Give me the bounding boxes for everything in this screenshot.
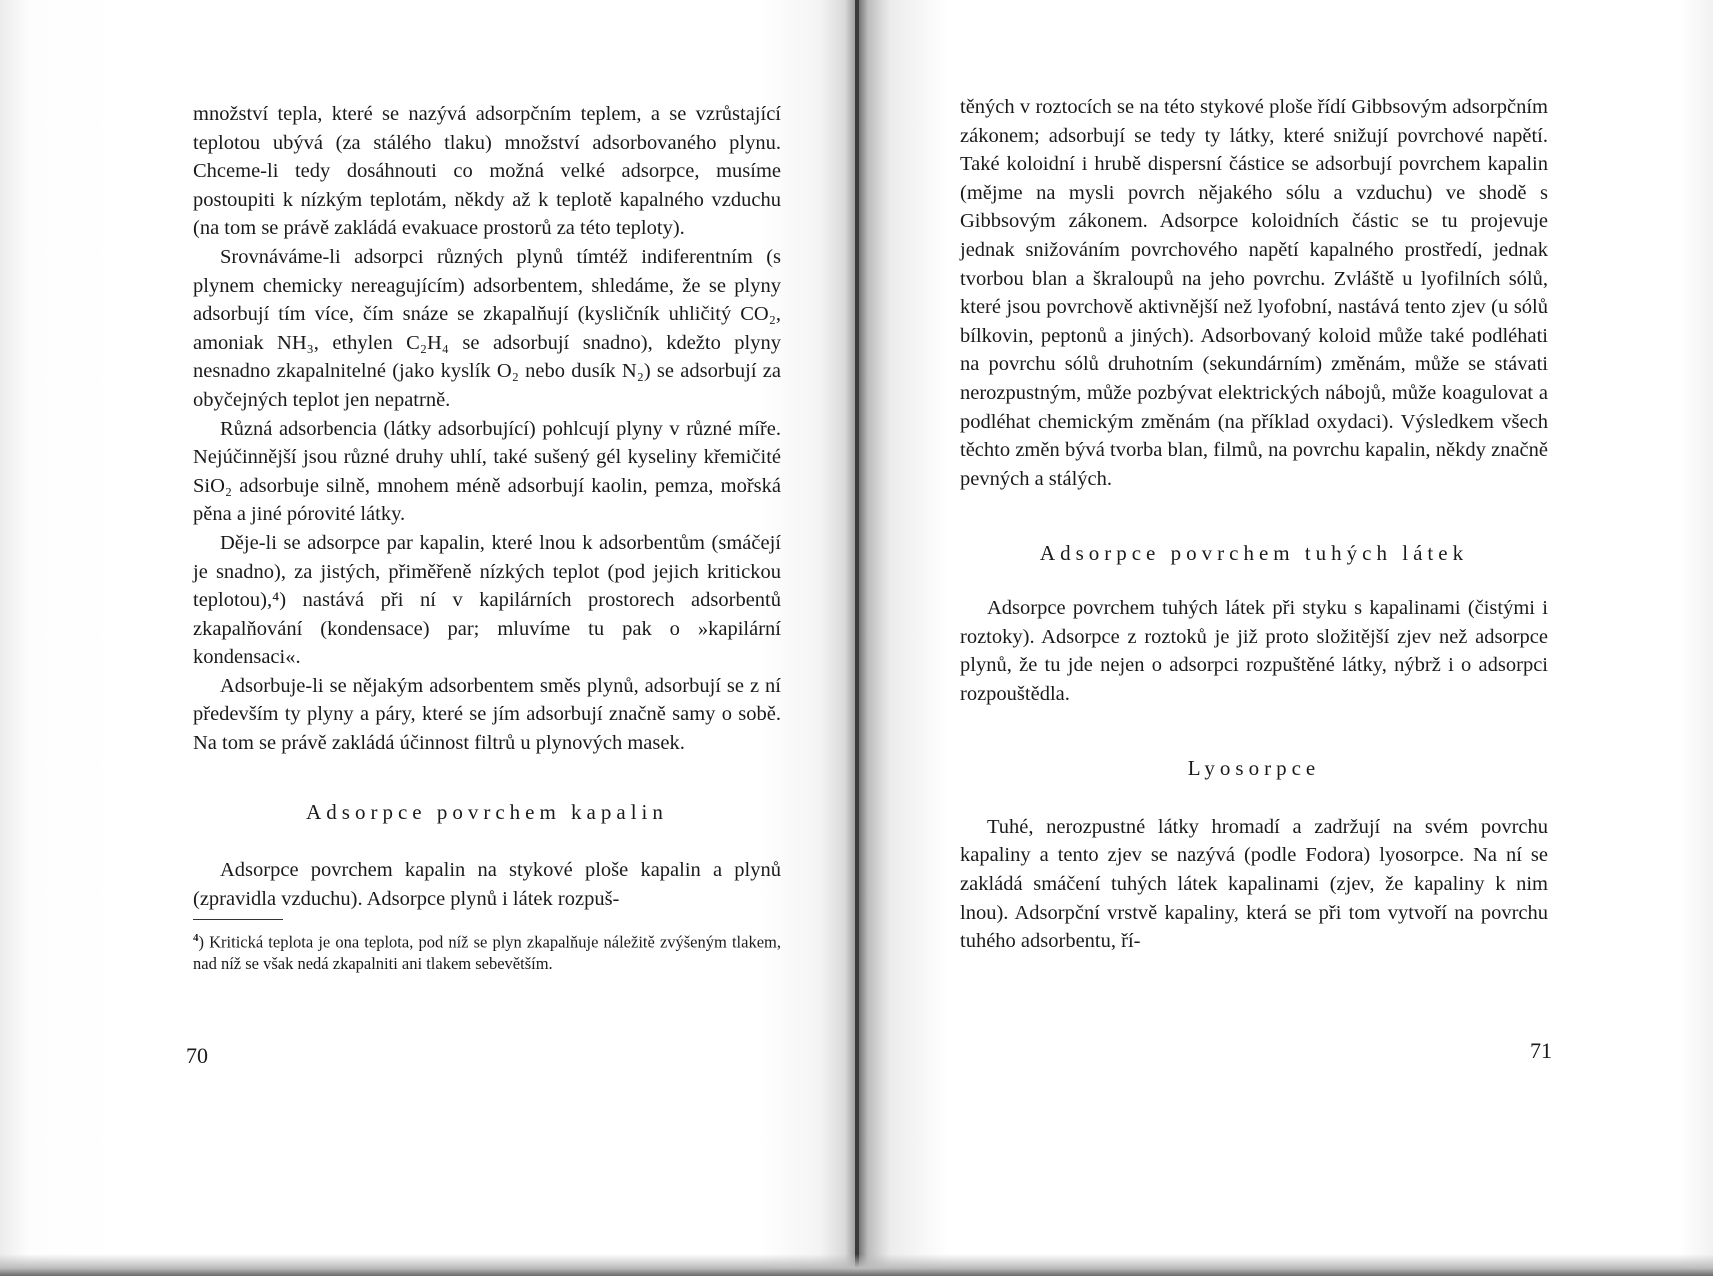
left-paragraph-3: Různá adsorbencia (látky adsorbující) pohlcují plyny v různé míře. Nejúčinnější jsou různé druhy uhlí, také sušený gél kyseliny křemičité SiO₂ adsorbuje silně, mnohem méně adsorbují kaolin, pemza, mořská pěna a jiné pórovité látky. — [193, 417, 781, 526]
right-page-text — [960, 93, 1548, 956]
page-number-right: 71 — [1530, 1038, 1552, 1063]
right-paragraph-2: Adsorpce povrchem tuhých látek při styku s kapalinami (čistými i roztoky). Adsorpce z roztoků je již proto složitější zjev než adsorpce plynů, že tu jde nejen o adsorpci rozpuštěné látky, nýbrž i o adsorpci rozpouštědla. — [960, 596, 1548, 705]
section-heading-tuhych: Adsorpce povrchem tuhých látek — [1039, 541, 1469, 566]
footnote-text: ) Kritická teplota je ona teplota, pod níž se plyn zkapalňuje náležitě zvýšeným tlakem, nad níž se však nedá zkapalniti ani tlakem sebevětším. — [193, 932, 781, 973]
left-paragraph-4: Děje-li se adsorpce par kapalin, které lnou k adsorbentům (smáčejí je snadno), za jistých, přiměřeně nízkých teplot (pod jejich kritickou teplotou),⁴) nastává při ní v kapilárních prostorech adsorbentů zkapalňování (kondensace) par; mluvíme tu pak o »kapilární kondensaci«. — [193, 531, 781, 669]
left-paragraph-after-heading: Adsorpce povrchem kapalin na stykové ploše kapalin a plynů (zpravidla vzduchu). Adsorpce plynů i látek rozpuš- — [193, 859, 781, 910]
footnote — [193, 928, 781, 974]
left-paragraph-2: Srovnáváme-li adsorpci různých plynů tímtéž indiferentním (s plynem chemicky nereagujícím) adsorbentem, shledáme, že se plyny adsorbují tím více, čím snáze se zkapalňují (kysličník uhličitý CO₂, amoniak NH₃, ethylen C₂H₄ se adsorbují snadno), kdežto plyny nesnadno zkapalnitelné (jako kyslík O₂ nebo dusík N₂) se adsorbují za obyčejných teplot jen nepatrně. — [193, 245, 781, 411]
page-number-left: 70 — [186, 1043, 208, 1068]
book-gutter — [855, 0, 859, 1276]
right-page — [858, 0, 1713, 1276]
right-paragraph-1: těných v roztocích se na této stykové ploše řídí Gibbsovým adsorpčním zákonem; adsorbují se tedy ty látky, které snižují povrchové napětí. Také koloidní i hrubě dispersní částice se adsorbují povrchem kapalin (mějme na mysli povrch nějakého sólu a vzduchu) ve shodě s Gibbsovým zákonem. Adsorpce koloidních částic se tu projevuje jednak snižováním povrchového napětí kapalného prostředí, jednak tvorbou blan a škraloupů na jeho povrchu. Zvláště u lyofilních sólů, které jsou povrchově aktivnější než lyofobní, nastává tento zjev (u sólů bílkovin, peptonů a jiných). Adsorbovaný koloid může také podléhati na povrchu sólů druhotním (sekundárním) změnám, může se stávati nerozpustným, může pozbývat elektrických nábojů, může koagulovat a podléhat chemickým změnám (na příklad oxydaci). Výsledkem všech těchto změn bývá tvorba blan, filmů, na povrchu kapalin, někdy značně pevných a stálých. — [960, 96, 1548, 490]
page-bottom-edge — [0, 1254, 1713, 1276]
section-heading-kapalin: Adsorpce povrchem kapalin — [306, 799, 668, 824]
left-paragraph-5: Adsorbuje-li se nějakým adsorbentem směs plynů, adsorbují se z ní především ty plyny a páry, které se jím adsorbují značně samy o sobě. Na tom se právě zakládá účinnost filtrů u plynových masek. — [193, 674, 781, 755]
section-heading-lyosorpce: Lyosorpce — [1187, 756, 1321, 781]
right-paragraph-3: Tuhé, nerozpustné látky hromadí a zadržují na svém povrchu kapaliny a tento zjev se nazývá (podle Fodora) lyosorpce. Na ní se zakládá smáčení tuhých látek kapalinami (zjev, že kapaliny k nim lnou). Adsorpční vrstvě kapaliny, která se při tom vytvoří na povrchu tuhého adsorbentu, ří- — [960, 815, 1548, 953]
footnote-mark: 4 — [193, 932, 199, 945]
left-page-text — [193, 100, 781, 974]
left-paragraph-1: množství tepla, které se nazývá adsorpčním teplem, a se vzrůstající teplotou ubývá (za stálého tlaku) množství adsorbovaného plynu. Chceme-li tedy dosáhnouti co možná velké adsorpce, musíme postoupiti k nízkým teplotám, někdy až k teplotě kapalného vzduchu (na tom se právě zakládá evakuace prostorů za této teploty). — [193, 103, 781, 240]
